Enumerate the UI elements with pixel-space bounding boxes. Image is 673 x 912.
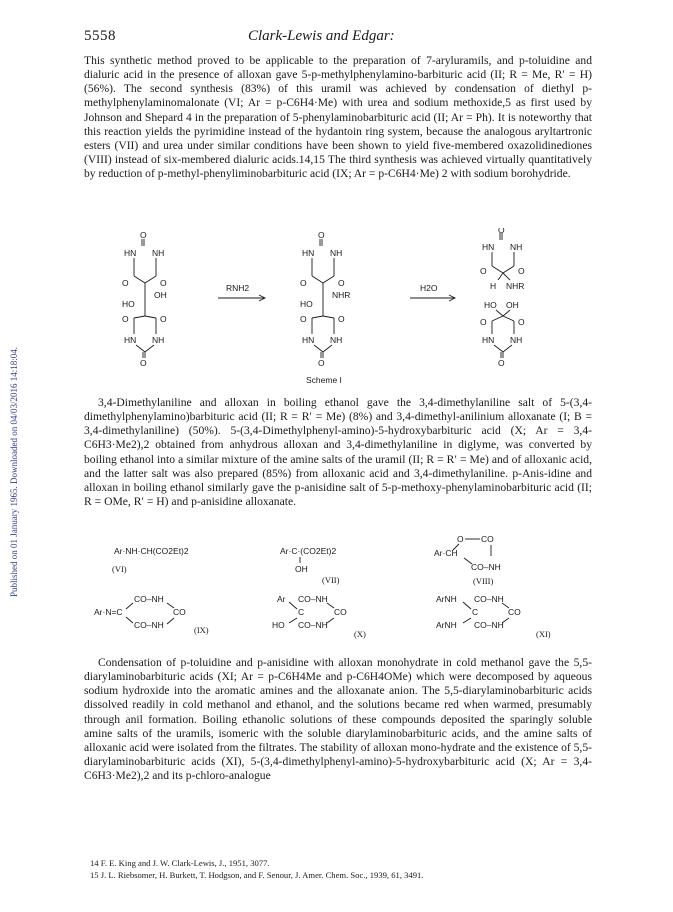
nh-label: NH — [330, 335, 343, 345]
oxygen-label: O — [338, 278, 345, 288]
reagent-h2o: H2O — [420, 283, 438, 293]
paragraph-3 — [84, 656, 592, 783]
oxygen-label: O — [122, 314, 129, 324]
vii-label: (VII) — [322, 575, 340, 585]
oxygen-label: O — [498, 228, 505, 235]
ix-label: (IX) — [194, 625, 209, 635]
paragraph-2 — [84, 396, 592, 509]
paragraph-1-text: This synthetic method proved to be applicable to the preparation of 7-aryluramils, and p-toluidine and dialuric acid in the presence of alloxan gave 5-p-methylphenylamino-barbituric acid (II; R = Me, R′ = H) (56%). The second synthesis (83%) of this uramil was achieved by condensation of diethyl p-methylphenylaminomalonate (VI; Ar = p-C6H4·Me) with urea and sodium methoxide,5 as first used by Johnson and Shepard 4 in the preparation of 5-phenylaminobarbituric acid (II; Ar = Ph). It is noteworthy that this reaction yields the pyrimidine instead of the hydantoin ring system, because the analogous aryltartronic esters (VII) and urea under similar conditions have been shown to yield five-membered oxazolidinediones (VIII) instead of six-membered dialuric acids.14,15 The third synthesis was achieved virtually quantitatively by reduction of p-methyl-phenyliminobarbituric acid (IX; Ar = p-C6H4·Me) 2 with sodium borohydride. — [84, 54, 592, 181]
nh-label: NH — [510, 335, 523, 345]
oxygen-label: O — [498, 358, 505, 368]
hn-label: HN — [302, 335, 315, 345]
oxygen-label: O — [122, 278, 129, 288]
nh-label: NH — [510, 242, 523, 252]
scheme-caption: Scheme I — [306, 375, 342, 385]
scheme-arrow-1 — [218, 283, 265, 301]
oxygen-label: O — [318, 230, 325, 240]
svg-text:CO–NH: CO–NH — [474, 594, 504, 604]
reagent-rnh2: RNH2 — [226, 283, 250, 293]
nh-label: NH — [330, 248, 343, 258]
x-label: (X) — [354, 629, 366, 639]
hn-label: HN — [302, 248, 315, 258]
svg-text:CO: CO — [334, 607, 347, 617]
oh-label: OH — [154, 290, 167, 300]
nhr-label: NHR — [506, 281, 525, 291]
hn-label: HN — [482, 242, 495, 252]
download-watermark[interactable] — [6, 255, 20, 695]
svg-text:ArNH: ArNH — [436, 594, 457, 604]
xi-label: (XI) — [536, 629, 551, 639]
svg-text:Ar: Ar — [277, 594, 286, 604]
oxygen-label: O — [300, 278, 307, 288]
svg-text:CO: CO — [173, 607, 186, 617]
ho-label: HO — [122, 299, 135, 309]
hn-label: HN — [124, 335, 137, 345]
oxygen-label: O — [160, 278, 167, 288]
structure-vi — [112, 546, 189, 574]
svg-text:CO–NH: CO–NH — [298, 594, 328, 604]
footnotes — [84, 858, 592, 881]
svg-text:HO: HO — [272, 620, 285, 630]
running-head: Clark-Lewis and Edgar: — [248, 28, 395, 44]
oxygen-label: O — [140, 230, 147, 240]
scheme-1-diagram — [84, 228, 592, 390]
paragraph-2-text: 3,4-Dimethylaniline and alloxan in boiling ethanol gave the 3,4-dimethylaniline salt of 5-(3,4-dimethylphenylamino)barbituric acid (II; R = R′ = Me) (8%) and 3,4-dimethyl-anilinium alloxanate (I; B = 3,4-dimethylaniline) (50%). 5-(3,4-Dimethylphenyl-amino)-5-hydroxybarbituric acid (X; Ar = 3,4-C6H3·Me2),2 obtained from anhydrous alloxan and 3,4-dimethylaniline in diglyme, was converted by boiling ethanol into a similar mixture of the amine salts of the uramil (II; R = R′ = Me) and of alloxanic acid, and the latter salt was also prepared (85%) from alloxanic acid and 3,4-dimethylaniline. p-Anis-idine and alloxan in boiling ethanol similarly gave the p-anisidine salt of 5-p-methoxy-phenylaminobarbituric acid (II; R = OMe, R′ = H) and p-anisidine alloxanate. — [84, 396, 592, 509]
svg-text:CO–NH: CO–NH — [471, 562, 501, 572]
structure-ix — [94, 594, 209, 635]
oxygen-label: O — [518, 266, 525, 276]
svg-text:Ar·N=C: Ar·N=C — [94, 607, 123, 617]
scheme-intermediate — [300, 230, 350, 368]
vi-formula: Ar·NH·CH(CO2Et)2 — [114, 546, 189, 556]
vii-formula: Ar·C·(CO2Et)2 — [280, 546, 337, 556]
oxygen-label: O — [160, 314, 167, 324]
svg-text:Ar·CH: Ar·CH — [434, 548, 458, 558]
oxygen-label: O — [480, 266, 487, 276]
footnote-14: 14 F. E. King and J. W. Clark-Lewis, J., 1951, 3077. — [90, 858, 270, 868]
oxygen-label: O — [318, 358, 325, 368]
oxygen-label: O — [518, 317, 525, 327]
svg-text:O: O — [457, 534, 464, 544]
watermark-text[interactable]: Published on 01 January 1965. Downloaded on 04/03/2016 14:18:04. — [9, 347, 19, 597]
hn-label: HN — [124, 248, 137, 258]
structures-diagram — [84, 532, 592, 647]
viii-label: (VIII) — [473, 576, 494, 586]
svg-text:CO–NH: CO–NH — [474, 620, 504, 630]
ho-label: HO — [300, 299, 313, 309]
nh-label: NH — [152, 335, 165, 345]
scheme-products — [480, 228, 525, 368]
svg-text:CO–NH: CO–NH — [134, 594, 164, 604]
oxygen-label: O — [140, 358, 147, 368]
paragraph-1 — [84, 54, 592, 181]
svg-text:CO–NH: CO–NH — [298, 620, 328, 630]
nh-label: NH — [152, 248, 165, 258]
structure-xi — [436, 594, 551, 639]
scheme-arrow-2 — [410, 283, 455, 301]
structure-viii — [434, 534, 501, 586]
paragraph-3-text: Condensation of p-toluidine and p-anisidine with alloxan monohydrate in cold methanol gave the 5,5-diarylaminobarbituric acids (XI; Ar = p-C6H4Me and p-C6H4OMe) which were decomposed by aqueous sodium hydroxide into the aromatic amines and the alloxanate anion. The 5,5-diarylaminobarbituric acids dissolved readily in cold methanol and ethanol, and the solutions became red when warmed, presumably through anil formation. Boiling ethanolic solutions of these compounds deposited the sparingly soluble amine salts of the uramils, isomeric with the soluble diarylaminobarbituric acids, and the amine salts of alloxanic acid were isolated from the filtrates. The stability of alloxan mono-hydrate and the existence of 5,5-diarylaminobarbituric acids (XI), 5-(3,4-dimethylphenyl-amino)-5-hydroxybarbituric acid (X; Ar = 3,4-C6H3·Me2),2 and its p-chloro-analogue — [84, 656, 592, 783]
oxygen-label: O — [300, 314, 307, 324]
oxygen-label: O — [338, 314, 345, 324]
page-number: 5558 — [84, 28, 116, 44]
h-label: H — [490, 281, 497, 291]
structure-vii — [280, 546, 340, 585]
vii-oh: OH — [295, 564, 308, 574]
hn-label: HN — [482, 335, 495, 345]
footnote-15: 15 J. L. Riebsomer, H. Burkett, T. Hodgson, and F. Senour, J. Amer. Chem. Soc., 1939, 61, 3491. — [90, 869, 424, 880]
svg-text:CO: CO — [508, 607, 521, 617]
scheme-reactant — [122, 230, 167, 368]
oh-label: OH — [506, 300, 519, 310]
svg-text:ArNH: ArNH — [436, 620, 457, 630]
ho-label: HO — [484, 300, 497, 310]
oxygen-label: O — [480, 317, 487, 327]
nhr-label: NHR — [332, 290, 351, 300]
vi-label: (VI) — [112, 564, 127, 574]
svg-text:CO: CO — [481, 534, 494, 544]
structure-x — [272, 594, 366, 639]
svg-text:C: C — [298, 607, 305, 617]
svg-text:C: C — [472, 607, 479, 617]
svg-text:CO–NH: CO–NH — [134, 620, 164, 630]
